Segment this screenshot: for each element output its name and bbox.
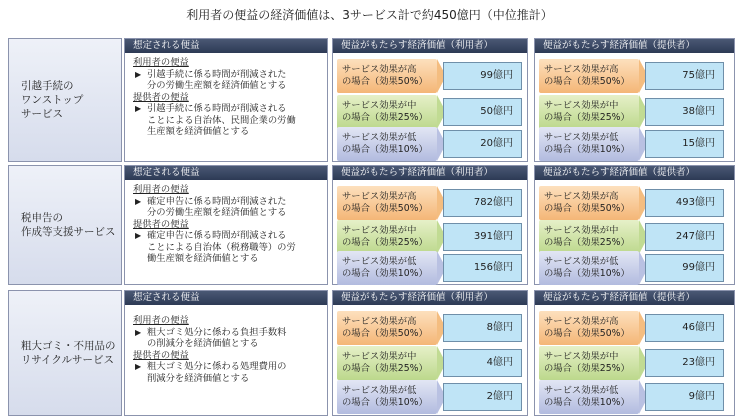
provider-benefit-text: 確定申告に係る時間が削減される ことによる自治体（税務職等）の労 働生産額を経済価値とする — [147, 230, 296, 264]
user-benefit-label: 利用者の便益 — [133, 184, 189, 195]
panel-header: 想定される便益 — [125, 291, 327, 305]
case-low-label: サービス効果が低 の場合（効果10%） — [337, 380, 437, 414]
service-name: 粗大ゴミ・不用品の リサイクルサービス — [21, 340, 116, 366]
arrow-right-icon: ▶ — [135, 362, 142, 371]
case-mid-label: サービス効果が中 の場合（効果25%） — [337, 220, 437, 254]
panel-header: 便益がもたらす経済価値（提供者） — [535, 166, 734, 180]
user-value-panel — [332, 165, 528, 285]
case-low-label: サービス効果が低 の場合（効果10%） — [539, 127, 639, 161]
user-benefit-text: 引越手続に係る時間が削減された 分の労働生産額を経済価値とする — [147, 68, 287, 91]
arrow-right-icon: ▶ — [135, 104, 142, 113]
benefit-description-panel — [124, 165, 328, 285]
service-row — [8, 290, 735, 416]
user-benefit-label: 利用者の便益 — [133, 57, 189, 68]
provider-value-high: 75億円 — [645, 62, 724, 90]
provider-value-mid: 247億円 — [645, 223, 724, 251]
benefit-description — [125, 53, 327, 161]
provider-benefit-item — [133, 103, 325, 138]
provider-value-low: 15億円 — [645, 130, 724, 158]
provider-benefit-item — [133, 230, 325, 265]
arrow-right-icon: ▶ — [135, 69, 142, 79]
panel-header: 便益がもたらす経済価値（利用者） — [333, 166, 527, 180]
user-value-panel — [332, 38, 528, 162]
panel-header: 便益がもたらす経済価値（利用者） — [333, 291, 527, 305]
provider-value-high: 493億円 — [645, 189, 724, 217]
provider-value-high: 46億円 — [645, 314, 724, 342]
service-name-cell — [8, 165, 122, 285]
case-high-label: サービス効果が高 の場合（効果50%） — [337, 186, 437, 220]
case-high-label: サービス効果が高 の場合（効果50%） — [539, 311, 639, 345]
user-value-high: 99億円 — [443, 62, 522, 90]
user-value-high: 8億円 — [443, 314, 522, 342]
user-benefit-text: 確定申告に係る時間が削減された 分の労働生産額を経済価値とする — [147, 195, 287, 218]
provider-benefit-text: 粗大ゴミ処分に係わる処理費用の 削減分を経済価値とする — [147, 361, 287, 384]
case-low-label: サービス効果が低 の場合（効果10%） — [337, 251, 437, 285]
case-low-label: サービス効果が低 の場合（効果10%） — [539, 380, 639, 414]
service-row — [8, 165, 735, 285]
service-row — [8, 38, 735, 162]
provider-benefit-label: 提供者の便益 — [133, 91, 189, 103]
service-name: 引越手続の ワンストップ サービス — [21, 80, 84, 120]
benefit-description-panel — [124, 38, 328, 162]
user-value-panel — [332, 290, 528, 416]
user-value-mid: 50億円 — [443, 98, 522, 126]
panel-header: 便益がもたらす経済価値（提供者） — [535, 291, 734, 305]
provider-value-mid: 23億円 — [645, 349, 724, 377]
user-value-low: 20億円 — [443, 130, 522, 158]
provider-benefit-text: 引越手続に係る時間が削減される ことによる自治体、民間企業の労働 生産額を経済価値とする — [147, 103, 296, 137]
panel-header: 想定される便益 — [125, 166, 327, 180]
provider-benefit-label: 提供者の便益 — [133, 218, 189, 230]
case-high-label: サービス効果が高 の場合（効果50%） — [539, 186, 639, 220]
user-value-mid: 391億円 — [443, 223, 522, 251]
case-mid-label: サービス効果が中 の場合（効果25%） — [539, 346, 639, 380]
case-mid-label: サービス効果が中 の場合（効果25%） — [539, 95, 639, 129]
case-low-label: サービス効果が低 の場合（効果10%） — [539, 251, 639, 285]
arrow-right-icon: ▶ — [135, 196, 142, 206]
panel-header: 便益がもたらす経済価値（利用者） — [333, 39, 527, 53]
case-high-label: サービス効果が高 の場合（効果50%） — [337, 59, 437, 93]
user-benefit-item — [133, 69, 325, 92]
case-low-label: サービス効果が低 の場合（効果10%） — [337, 127, 437, 161]
user-value-low: 156億円 — [443, 254, 522, 282]
provider-value-panel — [534, 165, 735, 285]
benefit-description — [125, 305, 327, 415]
provider-value-panel — [534, 38, 735, 162]
case-mid-label: サービス効果が中 の場合（効果25%） — [337, 346, 437, 380]
user-benefit-text: 粗大ゴミ処分に係わる負担手数料 の削減分を経済価値とする — [147, 326, 287, 349]
panel-header: 便益がもたらす経済価値（提供者） — [535, 39, 734, 53]
user-benefit-item — [133, 327, 325, 350]
provider-benefit-label: 提供者の便益 — [133, 349, 189, 361]
user-benefit-label: 利用者の便益 — [133, 315, 189, 326]
page-title: 利用者の便益の経済価値は、3サービス計で約450億円（中位推計） — [186, 8, 553, 22]
user-value-low: 2億円 — [443, 383, 522, 411]
arrow-right-icon: ▶ — [135, 327, 142, 337]
user-benefit-item — [133, 196, 325, 219]
benefit-description-panel — [124, 290, 328, 416]
provider-value-mid: 38億円 — [645, 98, 724, 126]
provider-value-panel — [534, 290, 735, 416]
provider-value-low: 9億円 — [645, 383, 724, 411]
case-high-label: サービス効果が高 の場合（効果50%） — [539, 59, 639, 93]
benefit-description — [125, 180, 327, 284]
provider-value-low: 99億円 — [645, 254, 724, 282]
service-name-cell — [8, 290, 122, 416]
case-high-label: サービス効果が高 の場合（効果50%） — [337, 311, 437, 345]
user-value-mid: 4億円 — [443, 349, 522, 377]
service-name-cell — [8, 38, 122, 162]
user-value-high: 782億円 — [443, 189, 522, 217]
service-name: 税申告の 作成等支援サービス — [21, 212, 116, 238]
panel-header: 想定される便益 — [125, 39, 327, 53]
case-mid-label: サービス効果が中 の場合（効果25%） — [539, 220, 639, 254]
arrow-right-icon: ▶ — [135, 231, 142, 240]
provider-benefit-item — [133, 361, 325, 384]
case-mid-label: サービス効果が中 の場合（効果25%） — [337, 95, 437, 129]
